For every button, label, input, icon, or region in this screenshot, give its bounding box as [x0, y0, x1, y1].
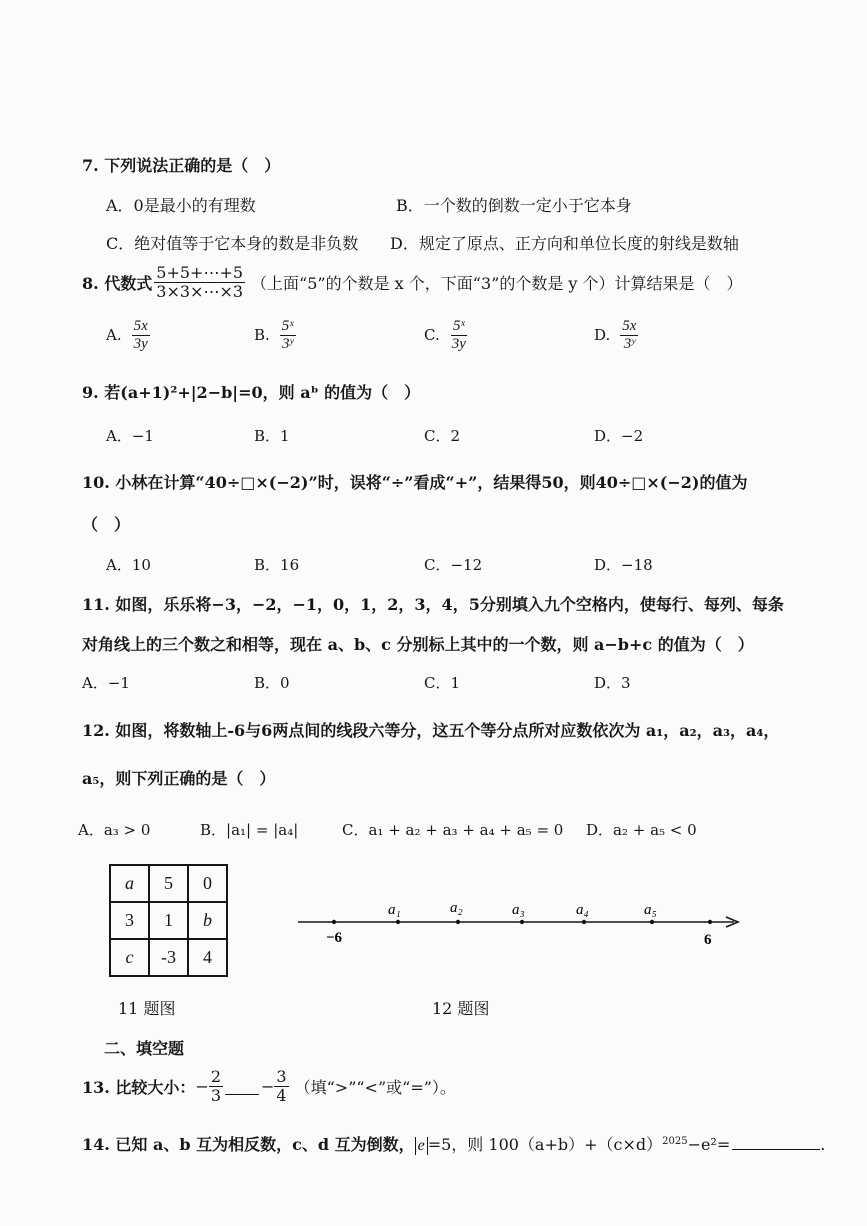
label-a1: a₁ [388, 902, 401, 918]
point-six [708, 920, 712, 924]
point-a3 [520, 920, 524, 924]
q8-option-letter: D. [594, 326, 611, 344]
point-a5 [650, 920, 654, 924]
label-a5: a₅ [644, 902, 657, 918]
q13-fraction-2-den: 4 [276, 1085, 287, 1105]
q7-option-c: C．绝对值等于它本身的数是非负数 [106, 234, 359, 253]
grid-row [110, 902, 227, 939]
q13-sign-2: − [261, 1076, 275, 1096]
q12-option-b: B．|a₁| = |a₄| [200, 821, 299, 839]
grid-cell: c [110, 939, 149, 976]
q8-option-den: 3y [451, 335, 466, 352]
magic-square-grid [109, 864, 228, 977]
q7-option-a: A．0是最小的有理数 [106, 196, 256, 215]
q8-option-num: 5ˣ [281, 318, 294, 334]
q9-option-b: B．1 [254, 427, 290, 445]
q7-stem: 7. 下列说法正确的是（ ） [82, 156, 281, 175]
grid-cell: a [110, 865, 149, 902]
q8-option-c [424, 318, 468, 352]
q11-option-d: D．3 [594, 674, 631, 692]
q13-fraction-2 [274, 1068, 288, 1104]
q12-line1: 12. 如图，将数轴上-6与6两点间的线段六等分，这五个等分点所对应数依次为 a₁，a₂，a₃，a₄， [82, 721, 780, 740]
point-a2 [456, 920, 460, 924]
figure-11-caption: 11 题图 [118, 999, 176, 1018]
q12-option-a: A．a₃ > 0 [78, 821, 151, 839]
q13-fraction-1-den: 3 [210, 1085, 222, 1105]
q13-prefix: 13. 比较大小： [82, 1077, 196, 1097]
q8-suffix: （上面“5”的个数是 x 个，下面“3”的个数是 y 个）计算结果是（ ） [251, 273, 743, 293]
section-2-title: 二、填空题 [104, 1039, 185, 1058]
point-a4 [582, 920, 586, 924]
q13-sign-1: − [195, 1076, 209, 1096]
q11-line1: 11. 如图，乐乐将−3，−2，−1，0，1，2，3，4，5分别填入九个空格内，使每行、每列、每条 [82, 595, 784, 614]
number-line-figure [290, 892, 750, 952]
q8-option-fraction [280, 318, 296, 352]
point-a1 [396, 920, 400, 924]
q12-option-d: D．a₂ + a₅ < 0 [586, 821, 697, 839]
q14-end: . [820, 1135, 826, 1154]
q10-option-a: A．10 [106, 556, 151, 574]
label-minus-six: −6 [326, 930, 343, 946]
q8-option-b [254, 318, 296, 352]
q13-fraction-2-num: 3 [276, 1067, 287, 1086]
q11-option-c: C．1 [424, 674, 461, 692]
grid-cell: 5 [149, 865, 188, 902]
q9-stem: 9. 若(a+1)²+|2−b|=0，则 aᵇ 的值为（ ） [82, 383, 421, 402]
q8-option-a [106, 318, 150, 352]
q8-option-letter: B. [254, 326, 270, 344]
q12-line2: a₅，则下列正确的是（ ） [82, 769, 276, 788]
q14-abs-e: e [415, 1137, 428, 1155]
point-minus-six [332, 920, 336, 924]
q10-option-c: C．−12 [424, 556, 483, 574]
q8-option-fraction [450, 318, 468, 352]
figure-12-caption: 12 题图 [432, 999, 490, 1018]
q8-prefix: 8. 代数式 [82, 273, 153, 293]
q8-option-letter: C. [424, 326, 440, 344]
grid-cell: 4 [188, 939, 227, 976]
q11-option-a: A．−1 [82, 674, 130, 692]
q9-option-a: A．−1 [106, 427, 154, 445]
q14-text-2: =5，则 100（a+b）+（c×d） [427, 1135, 663, 1154]
grid-cell: -3 [149, 939, 188, 976]
q14-answer-blank[interactable] [732, 1148, 820, 1150]
q10-stem-tail: （ ） [82, 515, 131, 534]
grid-cell: 3 [110, 902, 149, 939]
q8-numerator: 5+5+⋯+5 [156, 263, 244, 282]
q12-option-c: C．a₁ + a₂ + a₃ + a₄ + a₅ = 0 [342, 821, 564, 839]
q7-option-b: B．一个数的倒数一定小于它本身 [396, 196, 632, 215]
q7-option-d: D．规定了原点、正方向和单位长度的射线是数轴 [390, 234, 739, 253]
label-six: 6 [704, 932, 712, 948]
q13-fraction-1 [209, 1068, 223, 1104]
q13-suffix: （填“>”“<”或“=”）。 [294, 1077, 456, 1097]
q11-option-b: B．0 [254, 674, 290, 692]
grid-cell: 1 [149, 902, 188, 939]
q8-option-fraction [132, 318, 150, 352]
q14-text-1: 14. 已知 a、b 互为相反数，c、d 互为倒数， [82, 1135, 415, 1154]
q8-stem [82, 264, 743, 300]
q8-option-num: 5ˣ [452, 318, 465, 334]
label-a3: a₃ [512, 902, 525, 918]
q8-option-den: 3ʸ [623, 335, 636, 352]
q14-stem [82, 1132, 825, 1155]
q11-line2: 对角线上的三个数之和相等，现在 a、b、c 分别标上其中的一个数，则 a−b+c 的值为（ ） [82, 635, 754, 654]
q8-option-num: 5x [622, 318, 637, 334]
q8-option-d [594, 318, 638, 352]
q8-option-den: 3ʸ [282, 335, 294, 352]
q13-stem [82, 1068, 456, 1104]
grid-cell: b [188, 902, 227, 939]
q14-exponent: 2025 [662, 1136, 688, 1147]
grid-row [110, 865, 227, 902]
q10-stem: 10. 小林在计算“40÷□×(−2)”时，误将“÷”看成“+”，结果得50，则40÷□×(−2)的值为 [82, 473, 748, 492]
q8-option-fraction [620, 318, 638, 352]
q10-option-b: B．16 [254, 556, 300, 574]
label-a2: a₂ [450, 900, 463, 916]
q8-option-num: 5x [133, 318, 148, 334]
q8-option-den: 3y [133, 335, 148, 352]
q13-answer-blank[interactable] [225, 1093, 259, 1095]
grid-cell: 0 [188, 865, 227, 902]
q10-option-d: D．−18 [594, 556, 653, 574]
label-a4: a₄ [576, 902, 589, 918]
q8-fraction [154, 264, 245, 300]
q9-option-d: D．−2 [594, 427, 644, 445]
grid-row [110, 939, 227, 976]
q8-option-letter: A. [106, 326, 122, 344]
q8-denominator: 3×3×⋯×3 [156, 281, 244, 301]
q9-option-c: C．2 [424, 427, 461, 445]
q14-text-3: −e²= [687, 1135, 731, 1154]
q13-fraction-1-num: 2 [210, 1067, 222, 1086]
